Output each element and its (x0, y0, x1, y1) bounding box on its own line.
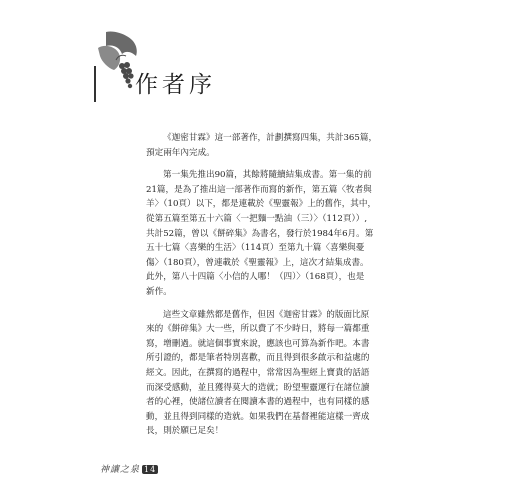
paragraph-line: 第一集先推出90篇，其餘將隨續結集成書。第一集的前 (163, 170, 372, 181)
title-accent-bar (94, 66, 96, 102)
paragraph-line: 經文。因此，在撰寫的過程中，常常因為聖經上寶貴的話語 (146, 367, 370, 378)
paragraph-line: 這些文章雖然都是舊作，但因《迦密甘霖》的版面比原 (163, 309, 370, 320)
paragraph-line: 而深受感動，並且獲得莫大的造就；盼望聖靈運行在諸位讀 (146, 382, 370, 393)
paragraph-3 (146, 308, 372, 439)
paragraph-line: 此外，第八十四篇〈小信的人哪！（四）〉（168頁），也是 (146, 272, 365, 283)
paragraph-line: 共計52篇，曾以《餅碎集》為書名，發行於1984年6月。第 (146, 228, 374, 239)
paragraph-line: 者的心裡，使諸位讀者在閱讀本書的過程中，也有同樣的感 (146, 397, 370, 408)
footer-book-label (100, 462, 158, 475)
page-number: 14 (144, 465, 157, 474)
paragraph-line: 五十七篇〈喜樂的生活〉（114頁）至第九十篇〈喜樂與憂 (146, 243, 365, 254)
paragraph-line: 傷〉（180頁），曾連載於《聖靈報》上，這次才結集成書。 (146, 257, 369, 268)
paragraph-line: 寫，增刪過。就這個事實來說，應該也可算為新作吧。本書 (146, 338, 370, 349)
paragraph-line: 從第五篇至第五十六篇〈一把麵一點油（三）〉（112頁））, (146, 213, 368, 224)
paragraph-line: 所引證的，都是筆者特別喜歡，而且得到很多啟示和益處的 (146, 353, 370, 364)
paragraph-line: 來的《餅碎集》大一些，所以費了不少時日，將每一篇都重 (146, 324, 370, 335)
page-title: 作者序 (135, 72, 216, 98)
preface-body (146, 131, 378, 447)
paragraph-line: 動，並且得到同樣的造就。如果我們在基督裡能這樣一齊成 (146, 411, 370, 422)
paragraph-line: 《迦密甘霖》這一部著作，計劃撰寫四集，共計365篇， (163, 133, 378, 143)
paragraph-2 (146, 168, 377, 299)
paragraph-line: 21篇，是為了推出這一部著作而寫的新作，第五篇〈牧者與 (146, 184, 372, 195)
book-label-text: 神讓之泉 (100, 465, 141, 475)
paragraph-line: 新作。 (146, 286, 172, 297)
paragraph-line: 羊〉（10頁）以下，都是連載於《聖靈報》上的舊作，其中， (146, 199, 377, 210)
paragraph-1 (146, 131, 378, 160)
paragraph-line: 預定兩年內完成。 (146, 147, 215, 158)
paragraph-line: 長，則於願已足矣！ (146, 426, 224, 437)
